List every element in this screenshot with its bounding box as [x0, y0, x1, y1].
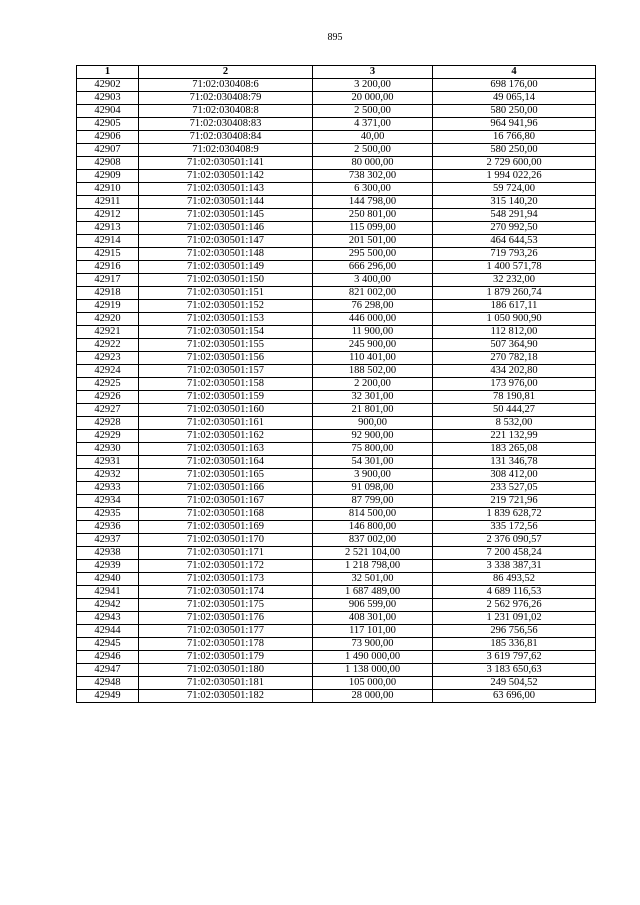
row-number-cell: 42917: [77, 274, 139, 287]
table-row: [77, 482, 596, 495]
cadastral-number-cell: 71:02:030501:164: [139, 456, 313, 469]
column-header-1: 1: [77, 66, 139, 79]
value-cell: 8 532,00: [433, 417, 596, 430]
cadastral-number-cell: 71:02:030501:144: [139, 196, 313, 209]
row-number-cell: 42911: [77, 196, 139, 209]
area-cell: 295 500,00: [313, 248, 433, 261]
table-row: [77, 612, 596, 625]
cadastral-number-cell: 71:02:030501:153: [139, 313, 313, 326]
table-row: [77, 248, 596, 261]
value-cell: 2 562 976,26: [433, 599, 596, 612]
area-cell: 900,00: [313, 417, 433, 430]
row-number-cell: 42926: [77, 391, 139, 404]
cadastral-number-cell: 71:02:030501:166: [139, 482, 313, 495]
area-cell: 201 501,00: [313, 235, 433, 248]
cadastral-number-cell: 71:02:030501:160: [139, 404, 313, 417]
row-number-cell: 42944: [77, 625, 139, 638]
value-cell: 249 504,52: [433, 677, 596, 690]
area-cell: 1 218 798,00: [313, 560, 433, 573]
table-row: [77, 430, 596, 443]
row-number-cell: 42903: [77, 92, 139, 105]
table-row: [77, 677, 596, 690]
row-number-cell: 42904: [77, 105, 139, 118]
area-cell: 28 000,00: [313, 690, 433, 703]
cadastral-number-cell: 71:02:030501:143: [139, 183, 313, 196]
cadastral-number-cell: 71:02:030408:8: [139, 105, 313, 118]
row-number-cell: 42910: [77, 183, 139, 196]
table-row: [77, 521, 596, 534]
cadastral-number-cell: 71:02:030501:172: [139, 560, 313, 573]
cadastral-number-cell: 71:02:030501:168: [139, 508, 313, 521]
table-row: [77, 157, 596, 170]
value-cell: 719 793,26: [433, 248, 596, 261]
area-cell: 3 900,00: [313, 469, 433, 482]
table-row: [77, 326, 596, 339]
value-cell: 173 976,00: [433, 378, 596, 391]
table-row: [77, 378, 596, 391]
table-row: [77, 92, 596, 105]
cadastral-number-cell: 71:02:030501:174: [139, 586, 313, 599]
row-number-cell: 42947: [77, 664, 139, 677]
cadastral-number-cell: 71:02:030408:79: [139, 92, 313, 105]
area-cell: 32 301,00: [313, 391, 433, 404]
value-cell: 3 619 797,62: [433, 651, 596, 664]
table-row: [77, 183, 596, 196]
page-number: 895: [327, 32, 343, 43]
area-cell: 2 500,00: [313, 105, 433, 118]
area-cell: 54 301,00: [313, 456, 433, 469]
row-number-cell: 42941: [77, 586, 139, 599]
area-cell: 115 099,00: [313, 222, 433, 235]
cadastral-number-cell: 71:02:030501:175: [139, 599, 313, 612]
value-cell: 1 994 022,26: [433, 170, 596, 183]
value-cell: 315 140,20: [433, 196, 596, 209]
row-number-cell: 42935: [77, 508, 139, 521]
table-row: [77, 560, 596, 573]
cadastral-number-cell: 71:02:030501:142: [139, 170, 313, 183]
cadastral-number-cell: 71:02:030501:182: [139, 690, 313, 703]
table-row: [77, 690, 596, 703]
table-row: [77, 365, 596, 378]
area-cell: 3 400,00: [313, 274, 433, 287]
row-number-cell: 42915: [77, 248, 139, 261]
value-cell: 78 190,81: [433, 391, 596, 404]
area-cell: 2 200,00: [313, 378, 433, 391]
column-header-3: 3: [313, 66, 433, 79]
table-row: [77, 417, 596, 430]
row-number-cell: 42945: [77, 638, 139, 651]
value-cell: 131 346,78: [433, 456, 596, 469]
area-cell: 2 521 104,00: [313, 547, 433, 560]
table-row: [77, 170, 596, 183]
cadastral-number-cell: 71:02:030501:157: [139, 365, 313, 378]
value-cell: 2 376 090,57: [433, 534, 596, 547]
cadastral-number-cell: 71:02:030501:178: [139, 638, 313, 651]
area-cell: 21 801,00: [313, 404, 433, 417]
row-number-cell: 42913: [77, 222, 139, 235]
table-row: [77, 495, 596, 508]
area-cell: 666 296,00: [313, 261, 433, 274]
cadastral-number-cell: 71:02:030501:173: [139, 573, 313, 586]
area-cell: 2 500,00: [313, 144, 433, 157]
value-cell: 3 338 387,31: [433, 560, 596, 573]
row-number-cell: 42905: [77, 118, 139, 131]
table-row: [77, 508, 596, 521]
area-cell: 188 502,00: [313, 365, 433, 378]
table-row: [77, 469, 596, 482]
row-number-cell: 42914: [77, 235, 139, 248]
table-row: [77, 261, 596, 274]
row-number-cell: 42912: [77, 209, 139, 222]
table-row: [77, 105, 596, 118]
area-cell: 250 801,00: [313, 209, 433, 222]
row-number-cell: 42919: [77, 300, 139, 313]
row-number-cell: 42920: [77, 313, 139, 326]
area-cell: 408 301,00: [313, 612, 433, 625]
cadastral-number-cell: 71:02:030501:161: [139, 417, 313, 430]
area-cell: 20 000,00: [313, 92, 433, 105]
value-cell: 296 756,56: [433, 625, 596, 638]
table-row: [77, 534, 596, 547]
value-cell: 186 617,11: [433, 300, 596, 313]
area-cell: 40,00: [313, 131, 433, 144]
cadastral-number-cell: 71:02:030501:158: [139, 378, 313, 391]
cadastral-number-cell: 71:02:030501:150: [139, 274, 313, 287]
table-row: [77, 443, 596, 456]
row-number-cell: 42937: [77, 534, 139, 547]
table-row: [77, 352, 596, 365]
cadastral-number-cell: 71:02:030501:141: [139, 157, 313, 170]
row-number-cell: 42909: [77, 170, 139, 183]
table-row: [77, 664, 596, 677]
area-cell: 32 501,00: [313, 573, 433, 586]
value-cell: 86 493,52: [433, 573, 596, 586]
value-cell: 434 202,80: [433, 365, 596, 378]
cadastral-number-cell: 71:02:030501:155: [139, 339, 313, 352]
row-number-cell: 42908: [77, 157, 139, 170]
value-cell: 335 172,56: [433, 521, 596, 534]
cadastral-number-cell: 71:02:030501:162: [139, 430, 313, 443]
value-cell: 464 644,53: [433, 235, 596, 248]
cadastral-number-cell: 71:02:030408:83: [139, 118, 313, 131]
data-table: [76, 65, 596, 703]
table-row: [77, 196, 596, 209]
cadastral-number-cell: 71:02:030501:167: [139, 495, 313, 508]
value-cell: 63 696,00: [433, 690, 596, 703]
table-row: [77, 339, 596, 352]
area-cell: 117 101,00: [313, 625, 433, 638]
column-header-4: 4: [433, 66, 596, 79]
value-cell: 50 444,27: [433, 404, 596, 417]
value-cell: 2 729 600,00: [433, 157, 596, 170]
table-row: [77, 79, 596, 92]
area-cell: 3 200,00: [313, 79, 433, 92]
row-number-cell: 42906: [77, 131, 139, 144]
value-cell: 59 724,00: [433, 183, 596, 196]
area-cell: 6 300,00: [313, 183, 433, 196]
cadastral-number-cell: 71:02:030501:154: [139, 326, 313, 339]
value-cell: 183 265,08: [433, 443, 596, 456]
cadastral-number-cell: 71:02:030501:148: [139, 248, 313, 261]
row-number-cell: 42943: [77, 612, 139, 625]
area-cell: 73 900,00: [313, 638, 433, 651]
row-number-cell: 42918: [77, 287, 139, 300]
value-cell: 698 176,00: [433, 79, 596, 92]
area-cell: 906 599,00: [313, 599, 433, 612]
area-cell: 1 687 489,00: [313, 586, 433, 599]
area-cell: 75 800,00: [313, 443, 433, 456]
table-header: [77, 66, 596, 79]
table-row: [77, 313, 596, 326]
area-cell: 4 371,00: [313, 118, 433, 131]
cadastral-number-cell: 71:02:030501:165: [139, 469, 313, 482]
table-row: [77, 131, 596, 144]
value-cell: 1 231 091,02: [433, 612, 596, 625]
row-number-cell: 42942: [77, 599, 139, 612]
row-number-cell: 42948: [77, 677, 139, 690]
row-number-cell: 42923: [77, 352, 139, 365]
cadastral-number-cell: 71:02:030501:171: [139, 547, 313, 560]
area-cell: 91 098,00: [313, 482, 433, 495]
area-cell: 105 000,00: [313, 677, 433, 690]
table-row: [77, 144, 596, 157]
cadastral-number-cell: 71:02:030501:145: [139, 209, 313, 222]
value-cell: 1 400 571,78: [433, 261, 596, 274]
cadastral-number-cell: 71:02:030501:177: [139, 625, 313, 638]
area-cell: 11 900,00: [313, 326, 433, 339]
cadastral-number-cell: 71:02:030408:84: [139, 131, 313, 144]
area-cell: 110 401,00: [313, 352, 433, 365]
value-cell: 49 065,14: [433, 92, 596, 105]
value-cell: 1 839 628,72: [433, 508, 596, 521]
cadastral-number-cell: 71:02:030501:146: [139, 222, 313, 235]
area-cell: 146 800,00: [313, 521, 433, 534]
table-body: [77, 79, 596, 703]
row-number-cell: 42931: [77, 456, 139, 469]
row-number-cell: 42925: [77, 378, 139, 391]
row-number-cell: 42939: [77, 560, 139, 573]
table-row: [77, 391, 596, 404]
row-number-cell: 42934: [77, 495, 139, 508]
row-number-cell: 42907: [77, 144, 139, 157]
table-row: [77, 274, 596, 287]
cadastral-number-cell: 71:02:030408:9: [139, 144, 313, 157]
table-row: [77, 599, 596, 612]
table-row: [77, 547, 596, 560]
cadastral-number-cell: 71:02:030501:151: [139, 287, 313, 300]
value-cell: 112 812,00: [433, 326, 596, 339]
area-cell: 814 500,00: [313, 508, 433, 521]
area-cell: 80 000,00: [313, 157, 433, 170]
value-cell: 219 721,96: [433, 495, 596, 508]
area-cell: 837 002,00: [313, 534, 433, 547]
table-row: [77, 456, 596, 469]
row-number-cell: 42936: [77, 521, 139, 534]
value-cell: 270 782,18: [433, 352, 596, 365]
table-row: [77, 651, 596, 664]
cadastral-number-cell: 71:02:030501:170: [139, 534, 313, 547]
row-number-cell: 42928: [77, 417, 139, 430]
row-number-cell: 42922: [77, 339, 139, 352]
value-cell: 270 992,50: [433, 222, 596, 235]
cadastral-number-cell: 71:02:030501:169: [139, 521, 313, 534]
area-cell: 1 490 000,00: [313, 651, 433, 664]
table-row: [77, 573, 596, 586]
table-row: [77, 287, 596, 300]
cadastral-number-cell: 71:02:030501:179: [139, 651, 313, 664]
value-cell: 580 250,00: [433, 105, 596, 118]
table-row: [77, 300, 596, 313]
value-cell: 964 941,96: [433, 118, 596, 131]
cadastral-number-cell: 71:02:030501:156: [139, 352, 313, 365]
area-cell: 245 900,00: [313, 339, 433, 352]
row-number-cell: 42924: [77, 365, 139, 378]
cadastral-number-cell: 71:02:030501:149: [139, 261, 313, 274]
row-number-cell: 42938: [77, 547, 139, 560]
value-cell: 548 291,94: [433, 209, 596, 222]
table-row: [77, 625, 596, 638]
table-row: [77, 222, 596, 235]
area-cell: 1 138 000,00: [313, 664, 433, 677]
row-number-cell: 42921: [77, 326, 139, 339]
column-header-2: 2: [139, 66, 313, 79]
value-cell: 221 132,99: [433, 430, 596, 443]
row-number-cell: 42916: [77, 261, 139, 274]
row-number-cell: 42929: [77, 430, 139, 443]
cadastral-number-cell: 71:02:030501:152: [139, 300, 313, 313]
table-row: [77, 118, 596, 131]
row-number-cell: 42902: [77, 79, 139, 92]
table-row: [77, 209, 596, 222]
area-cell: 446 000,00: [313, 313, 433, 326]
row-number-cell: 42946: [77, 651, 139, 664]
row-number-cell: 42940: [77, 573, 139, 586]
value-cell: 4 689 116,53: [433, 586, 596, 599]
value-cell: 233 527,05: [433, 482, 596, 495]
cadastral-number-cell: 71:02:030501:176: [139, 612, 313, 625]
cadastral-number-cell: 71:02:030501:181: [139, 677, 313, 690]
value-cell: 7 200 458,24: [433, 547, 596, 560]
area-cell: 92 900,00: [313, 430, 433, 443]
cadastral-number-cell: 71:02:030501:147: [139, 235, 313, 248]
value-cell: 16 766,80: [433, 131, 596, 144]
row-number-cell: 42927: [77, 404, 139, 417]
header-row: [77, 66, 596, 79]
value-cell: 507 364,90: [433, 339, 596, 352]
value-cell: 185 336,81: [433, 638, 596, 651]
row-number-cell: 42930: [77, 443, 139, 456]
area-cell: 821 002,00: [313, 287, 433, 300]
value-cell: 580 250,00: [433, 144, 596, 157]
value-cell: 32 232,00: [433, 274, 596, 287]
row-number-cell: 42932: [77, 469, 139, 482]
area-cell: 76 298,00: [313, 300, 433, 313]
area-cell: 87 799,00: [313, 495, 433, 508]
table-row: [77, 586, 596, 599]
row-number-cell: 42949: [77, 690, 139, 703]
cadastral-number-cell: 71:02:030408:6: [139, 79, 313, 92]
cadastral-number-cell: 71:02:030501:180: [139, 664, 313, 677]
table-row: [77, 638, 596, 651]
cadastral-number-cell: 71:02:030501:163: [139, 443, 313, 456]
row-number-cell: 42933: [77, 482, 139, 495]
value-cell: 3 183 650,63: [433, 664, 596, 677]
table-row: [77, 404, 596, 417]
area-cell: 738 302,00: [313, 170, 433, 183]
value-cell: 1 050 900,90: [433, 313, 596, 326]
value-cell: 308 412,00: [433, 469, 596, 482]
table-row: [77, 235, 596, 248]
area-cell: 144 798,00: [313, 196, 433, 209]
cadastral-number-cell: 71:02:030501:159: [139, 391, 313, 404]
value-cell: 1 879 260,74: [433, 287, 596, 300]
